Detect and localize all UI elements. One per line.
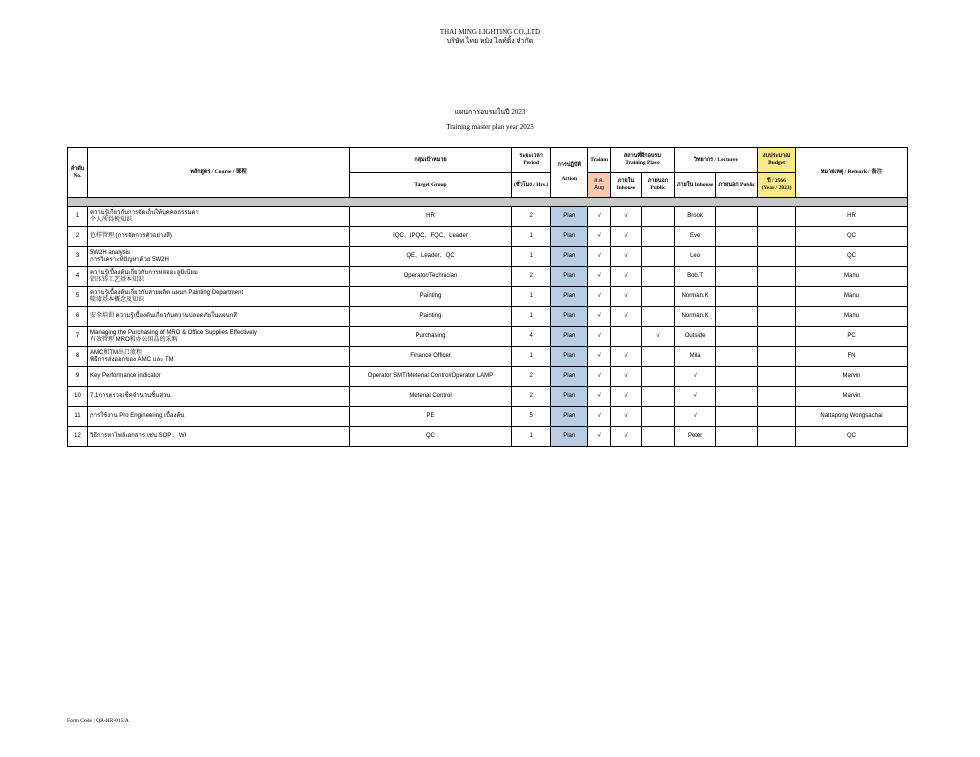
row-public xyxy=(641,267,674,287)
row-inhouse: √ xyxy=(610,307,641,327)
row-no: 8 xyxy=(68,347,88,367)
plan-title xyxy=(0,108,980,132)
row-remark: FN xyxy=(796,347,908,367)
row-budget xyxy=(758,287,796,307)
row-inhouse: √ xyxy=(610,347,641,367)
row-trained: √ xyxy=(588,267,611,287)
row-period: 1 xyxy=(512,427,551,447)
row-action: Plan xyxy=(551,267,588,287)
row-lecturer: √ xyxy=(674,387,715,407)
row-course: AMC和TM出口流程 พิธีการส่งออกของ AMC และ TM xyxy=(88,347,350,367)
row-lecturer: Bob.T xyxy=(674,267,715,287)
row-remark: Nattapong Wongsachai xyxy=(796,407,908,427)
row-lecturer: Outside xyxy=(674,327,715,347)
row-action: Plan xyxy=(551,407,588,427)
row-period: 2 xyxy=(512,387,551,407)
training-plan-table xyxy=(67,147,908,447)
header-remark: หมายเหตุ / Remark / 备注 xyxy=(796,148,908,198)
row-lecturer-public xyxy=(716,367,758,387)
row-action: Plan xyxy=(551,427,588,447)
plan-title-th: แผนการอบรมในปี 2023 xyxy=(454,108,526,116)
header-train: Trainin xyxy=(588,148,611,173)
header-lec-in: ภายใน Inhouse xyxy=(674,173,715,198)
row-course: ความรู้เบื้องต้นเกี่ยวกับการหล่ออะลูมิเนียม 铝压铸工艺基本知识 xyxy=(88,267,350,287)
header-action: การปฏิบัติ Action xyxy=(551,148,588,198)
table-row xyxy=(68,307,908,327)
row-group: HR xyxy=(350,207,512,227)
row-period: 1 xyxy=(512,227,551,247)
row-inhouse: √ xyxy=(610,407,641,427)
row-lecturer-public xyxy=(716,347,758,367)
row-remark: HR xyxy=(796,207,908,227)
row-action: Plan xyxy=(551,247,588,267)
table-row xyxy=(68,387,908,407)
row-public xyxy=(641,347,674,367)
row-lecturer-public xyxy=(716,227,758,247)
row-trained: √ xyxy=(588,307,611,327)
row-group: Meterial Control xyxy=(350,387,512,407)
row-budget xyxy=(758,307,796,327)
row-inhouse: √ xyxy=(610,427,641,447)
row-course: 7.1การตรวจเช็คจำนวนชิ้นส่วน xyxy=(88,387,350,407)
row-remark: Manu xyxy=(796,287,908,307)
row-trained: √ xyxy=(588,347,611,367)
row-lecturer-public xyxy=(716,267,758,287)
row-no: 4 xyxy=(68,267,88,287)
row-inhouse: √ xyxy=(610,207,641,227)
row-lecturer: √ xyxy=(674,367,715,387)
row-no: 9 xyxy=(68,367,88,387)
header-month: ส.ค. Aug xyxy=(588,173,611,198)
row-inhouse: √ xyxy=(610,247,641,267)
row-budget xyxy=(758,267,796,287)
row-budget xyxy=(758,247,796,267)
row-no: 12 xyxy=(68,427,88,447)
row-course: Key Performance indicator xyxy=(88,367,350,387)
company-header xyxy=(0,28,980,46)
row-budget xyxy=(758,407,796,427)
row-trained: √ xyxy=(588,407,611,427)
row-lecturer-public xyxy=(716,307,758,327)
row-course: 安全培训 ความรู้เบื้องต้นเกี่ยวกับความปลอดภัยในแผนกสี xyxy=(88,307,350,327)
row-lecturer: Peter xyxy=(674,427,715,447)
row-trained: √ xyxy=(588,227,611,247)
row-group: Operator/Technician xyxy=(350,267,512,287)
row-public xyxy=(641,307,674,327)
row-trained: √ xyxy=(588,207,611,227)
header-period-unit: (ชั่วโมง / Hrs.) xyxy=(512,173,551,198)
row-course: วิธีการหาไฟล์เอกสาร เช่น SOP 、WI xyxy=(88,427,350,447)
row-period: 2 xyxy=(512,267,551,287)
row-course: การใช้งาน Pro Engineering เบื้องต้น xyxy=(88,407,350,427)
row-inhouse xyxy=(610,327,641,347)
header-group-en: Target Group xyxy=(350,173,512,198)
row-public xyxy=(641,367,674,387)
table-body xyxy=(68,207,908,447)
row-lecturer-public xyxy=(716,327,758,347)
row-remark: QC xyxy=(796,227,908,247)
row-public xyxy=(641,287,674,307)
row-course: 5W2H analysis การวิเคราะห์ปัญหาด้วย 5W2H xyxy=(88,247,350,267)
row-lecturer: Norman.K xyxy=(674,287,715,307)
row-remark: Manu xyxy=(796,267,908,287)
row-no: 11 xyxy=(68,407,88,427)
row-no: 1 xyxy=(68,207,88,227)
header-place: สถานที่ฝึกอบรม Training Place xyxy=(610,148,674,173)
row-course: ความรู้เกี่ยวกับการจัดเก็บให้บุคคลธรรมดา 个人所得税知识 xyxy=(88,207,350,227)
row-lecturer: Norman.K xyxy=(674,307,715,327)
row-period: 5 xyxy=(512,407,551,427)
row-period: 4 xyxy=(512,327,551,347)
row-remark: Marvin xyxy=(796,367,908,387)
table-row xyxy=(68,287,908,307)
row-no: 5 xyxy=(68,287,88,307)
header-group-th: กลุ่มเป้าหมาย xyxy=(350,148,512,173)
row-inhouse: √ xyxy=(610,387,641,407)
row-action: Plan xyxy=(551,327,588,347)
row-remark: QC xyxy=(796,247,908,267)
row-lecturer: Eve xyxy=(674,227,715,247)
row-lecturer-public xyxy=(716,387,758,407)
row-lecturer: Leo xyxy=(674,247,715,267)
table-row xyxy=(68,367,908,387)
header-period: ระยะเวลา Period xyxy=(512,148,551,173)
row-period: 2 xyxy=(512,207,551,227)
row-action: Plan xyxy=(551,287,588,307)
row-remark: PC xyxy=(796,327,908,347)
row-course: Managing the Purchasing of MRO & Office Supplies Effectively 有效管理 MRO和办公用品的采购 xyxy=(88,327,350,347)
row-lecturer-public xyxy=(716,207,758,227)
company-name-th: บริษัท ไทย หมิง ไลท์ติ้ง จำกัด xyxy=(446,37,534,45)
row-lecturer: √ xyxy=(674,407,715,427)
table-row xyxy=(68,227,908,247)
row-period: 2 xyxy=(512,367,551,387)
row-group: PE xyxy=(350,407,512,427)
row-course: ความรู้เบื้องต้นเกี่ยวกับสายผลิต แผนก Painting Department 喷漆基本概念及知识 xyxy=(88,287,350,307)
row-action: Plan xyxy=(551,307,588,327)
row-remark: Manu xyxy=(796,307,908,327)
table-row xyxy=(68,267,908,287)
table-row xyxy=(68,347,908,367)
row-group: Operator SMT/Meterial Control/Operator LAMP xyxy=(350,367,512,387)
row-budget xyxy=(758,327,796,347)
row-period: 1 xyxy=(512,307,551,327)
row-public xyxy=(641,227,674,247)
row-remark: Marvin xyxy=(796,387,908,407)
row-budget xyxy=(758,367,796,387)
row-budget xyxy=(758,427,796,447)
row-remark: QC xyxy=(796,427,908,447)
row-no: 6 xyxy=(68,307,88,327)
row-public xyxy=(641,247,674,267)
row-trained: √ xyxy=(588,387,611,407)
row-no: 7 xyxy=(68,327,88,347)
row-inhouse: √ xyxy=(610,267,641,287)
table-row xyxy=(68,427,908,447)
row-no: 3 xyxy=(68,247,88,267)
header-lecturer: วิทยากร / Lecturer xyxy=(674,148,757,173)
row-group: Purchasing xyxy=(350,327,512,347)
row-lecturer-public xyxy=(716,287,758,307)
table-row xyxy=(68,327,908,347)
row-budget xyxy=(758,387,796,407)
row-no: 2 xyxy=(68,227,88,247)
row-group: QC xyxy=(350,427,512,447)
header-row-1 xyxy=(68,148,908,173)
row-inhouse: √ xyxy=(610,227,641,247)
plan-title-en: Training master plan year 2023 xyxy=(446,123,534,131)
header-no: ลำดับ No. xyxy=(68,148,88,198)
header-course: หลักสูตร / Course / 课程 xyxy=(88,148,350,198)
separator-row xyxy=(68,198,908,207)
row-public xyxy=(641,427,674,447)
row-action: Plan xyxy=(551,227,588,247)
row-trained: √ xyxy=(588,367,611,387)
header-place-pub: ภายนอก Public xyxy=(641,173,674,198)
row-no: 10 xyxy=(68,387,88,407)
row-trained: √ xyxy=(588,247,611,267)
row-action: Plan xyxy=(551,347,588,367)
row-group: Finance Officer xyxy=(350,347,512,367)
row-group: IQC、IPQC、FQC、Leader xyxy=(350,227,512,247)
row-budget xyxy=(758,347,796,367)
row-public xyxy=(641,407,674,427)
header-budget-year: ปี / 2566 (Year / 2023) xyxy=(758,173,796,198)
row-inhouse: √ xyxy=(610,367,641,387)
row-inhouse: √ xyxy=(610,287,641,307)
row-period: 1 xyxy=(512,347,551,367)
row-public xyxy=(641,387,674,407)
row-group: QE、Leader、QC xyxy=(350,247,512,267)
row-period: 1 xyxy=(512,247,551,267)
row-trained: √ xyxy=(588,327,611,347)
header-place-in: ภายใน Inhouse xyxy=(610,173,641,198)
header-budget: งบประมาณ Budget xyxy=(758,148,796,173)
row-public: √ xyxy=(641,327,674,347)
row-lecturer: Brook xyxy=(674,207,715,227)
row-trained: √ xyxy=(588,287,611,307)
company-name-en: THAI MING LIGHTING CO.,LTD xyxy=(439,28,541,36)
row-course: 色样管理 (การจัดการตัวอย่างสี) xyxy=(88,227,350,247)
header-lec-pub: ภายนอก Public xyxy=(716,173,758,198)
row-period: 1 xyxy=(512,287,551,307)
form-code: Form Code : QR-HR-015/A xyxy=(67,718,129,724)
table-row xyxy=(68,407,908,427)
row-action: Plan xyxy=(551,387,588,407)
row-group: Painting xyxy=(350,307,512,327)
row-lecturer-public xyxy=(716,247,758,267)
row-trained: √ xyxy=(588,427,611,447)
row-budget xyxy=(758,227,796,247)
row-budget xyxy=(758,207,796,227)
row-lecturer-public xyxy=(716,427,758,447)
row-public xyxy=(641,207,674,227)
table-row xyxy=(68,247,908,267)
row-group: Painting xyxy=(350,287,512,307)
row-lecturer-public xyxy=(716,407,758,427)
row-action: Plan xyxy=(551,367,588,387)
row-action: Plan xyxy=(551,207,588,227)
table-row xyxy=(68,207,908,227)
row-lecturer: Mila xyxy=(674,347,715,367)
